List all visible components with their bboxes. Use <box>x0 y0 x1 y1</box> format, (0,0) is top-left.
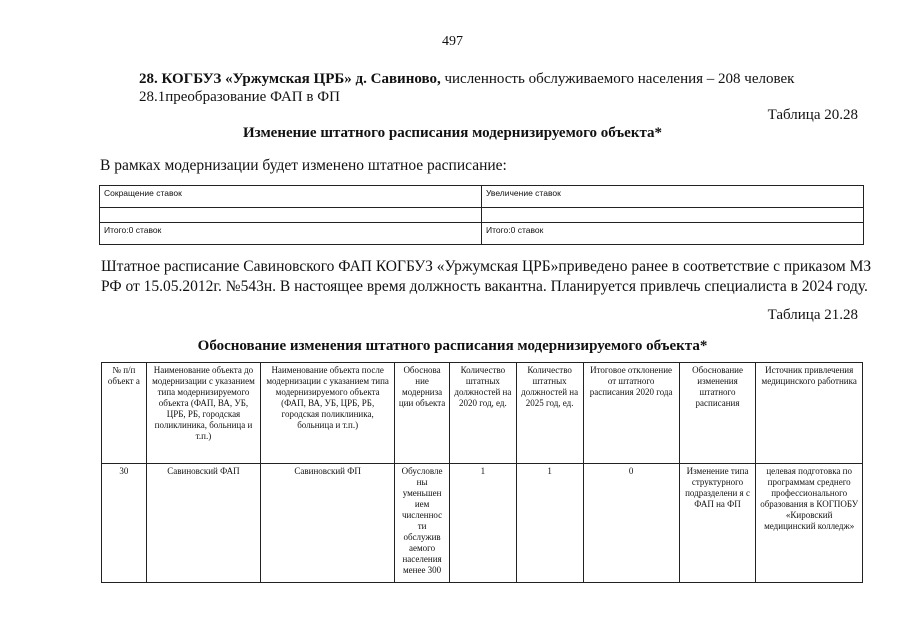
cell-count-2025: 1 <box>516 464 583 583</box>
table-row <box>100 223 864 245</box>
header-num: № п/п объект а <box>102 363 147 464</box>
header-staff-reason: Обоснование изменения штатного расписания <box>679 363 756 464</box>
page-number: 497 <box>442 34 463 49</box>
col-reduction-header: Сокращение ставок <box>100 186 482 208</box>
cell-staff-reason: Изменение типа структурного подразделени я с ФАП на ФП <box>679 464 756 583</box>
header-count-2020: Количество штатных должностей на 2020 год, ед. <box>450 363 517 464</box>
table-cell <box>100 208 482 223</box>
table-cell <box>482 208 864 223</box>
section-title-rest: численность обслуживаемого населения – 208 человек <box>440 71 795 87</box>
cell-after: Савиновский ФП <box>261 464 395 583</box>
header-count-2025: Количество штатных должностей на 2025 год, ед. <box>516 363 583 464</box>
table-row <box>100 186 864 208</box>
section-title-bold: 28. КОГБУЗ «Уржумская ЦРБ» д. Савиново, <box>139 71 441 87</box>
header-source: Источник привлечения медицинского работника <box>756 363 863 464</box>
table1-intro: В рамках модернизации будет изменено штатное расписание: <box>100 157 507 174</box>
table2-heading: Обоснование изменения штатного расписания модернизируемого объекта* <box>197 338 708 354</box>
header-after: Наименование объекта после модернизации с указанием типа модернизируемого объекта (ФАП, ВА, УБ, ЦРБ, РБ, городская поликлиника, больница и т.п.) <box>261 363 395 464</box>
staff-change-table <box>99 185 864 245</box>
section-title <box>139 71 794 88</box>
cell-reason: Обусловле ны уменьшен ием численнос ти обслужив аемого населения менее 300 <box>395 464 450 583</box>
header-before: Наименование объекта до модернизации с указанием типа модернизируемого объекта (ФАП, ВА, УБ, ЦРБ, РБ, городская поликлиника, больница и т.п.) <box>146 363 260 464</box>
table-row <box>102 464 863 583</box>
table-row <box>100 208 864 223</box>
cell-num: 30 <box>102 464 147 583</box>
total-reduction: Итого:0 ставок <box>100 223 482 245</box>
table1-label: Таблица 20.28 <box>767 107 858 123</box>
section-subtitle: 28.1преобразование ФАП в ФП <box>139 89 340 105</box>
cell-count-2020: 1 <box>450 464 517 583</box>
header-reason: Обоснова ние модерниза ции объекта <box>395 363 450 464</box>
cell-before: Савиновский ФАП <box>146 464 260 583</box>
paragraph-line-1: Штатное расписание Савиновского ФАП КОГБУЗ «Уржумская ЦРБ»приведено ранее в соответствие с приказом МЗ <box>101 258 872 275</box>
cell-deviation: 0 <box>583 464 679 583</box>
table2-label: Таблица 21.28 <box>767 307 858 323</box>
cell-source: целевая подготовка по программам среднего профессионального образования в КОГПОБУ «Кировский медицинский колледж» <box>756 464 863 583</box>
header-deviation: Итоговое отклонение от штатного расписания 2020 года <box>583 363 679 464</box>
table-header-row <box>102 363 863 464</box>
col-increase-header: Увеличение ставок <box>482 186 864 208</box>
total-increase: Итого:0 ставок <box>482 223 864 245</box>
justification-table <box>101 362 863 583</box>
table1-heading: Изменение штатного расписания модернизируемого объекта* <box>242 125 663 141</box>
paragraph-line-2: РФ от 15.05.2012г. №543н. В настоящее время должность вакантна. Планируется привлечь специалиста в 2024 году. <box>101 278 868 295</box>
